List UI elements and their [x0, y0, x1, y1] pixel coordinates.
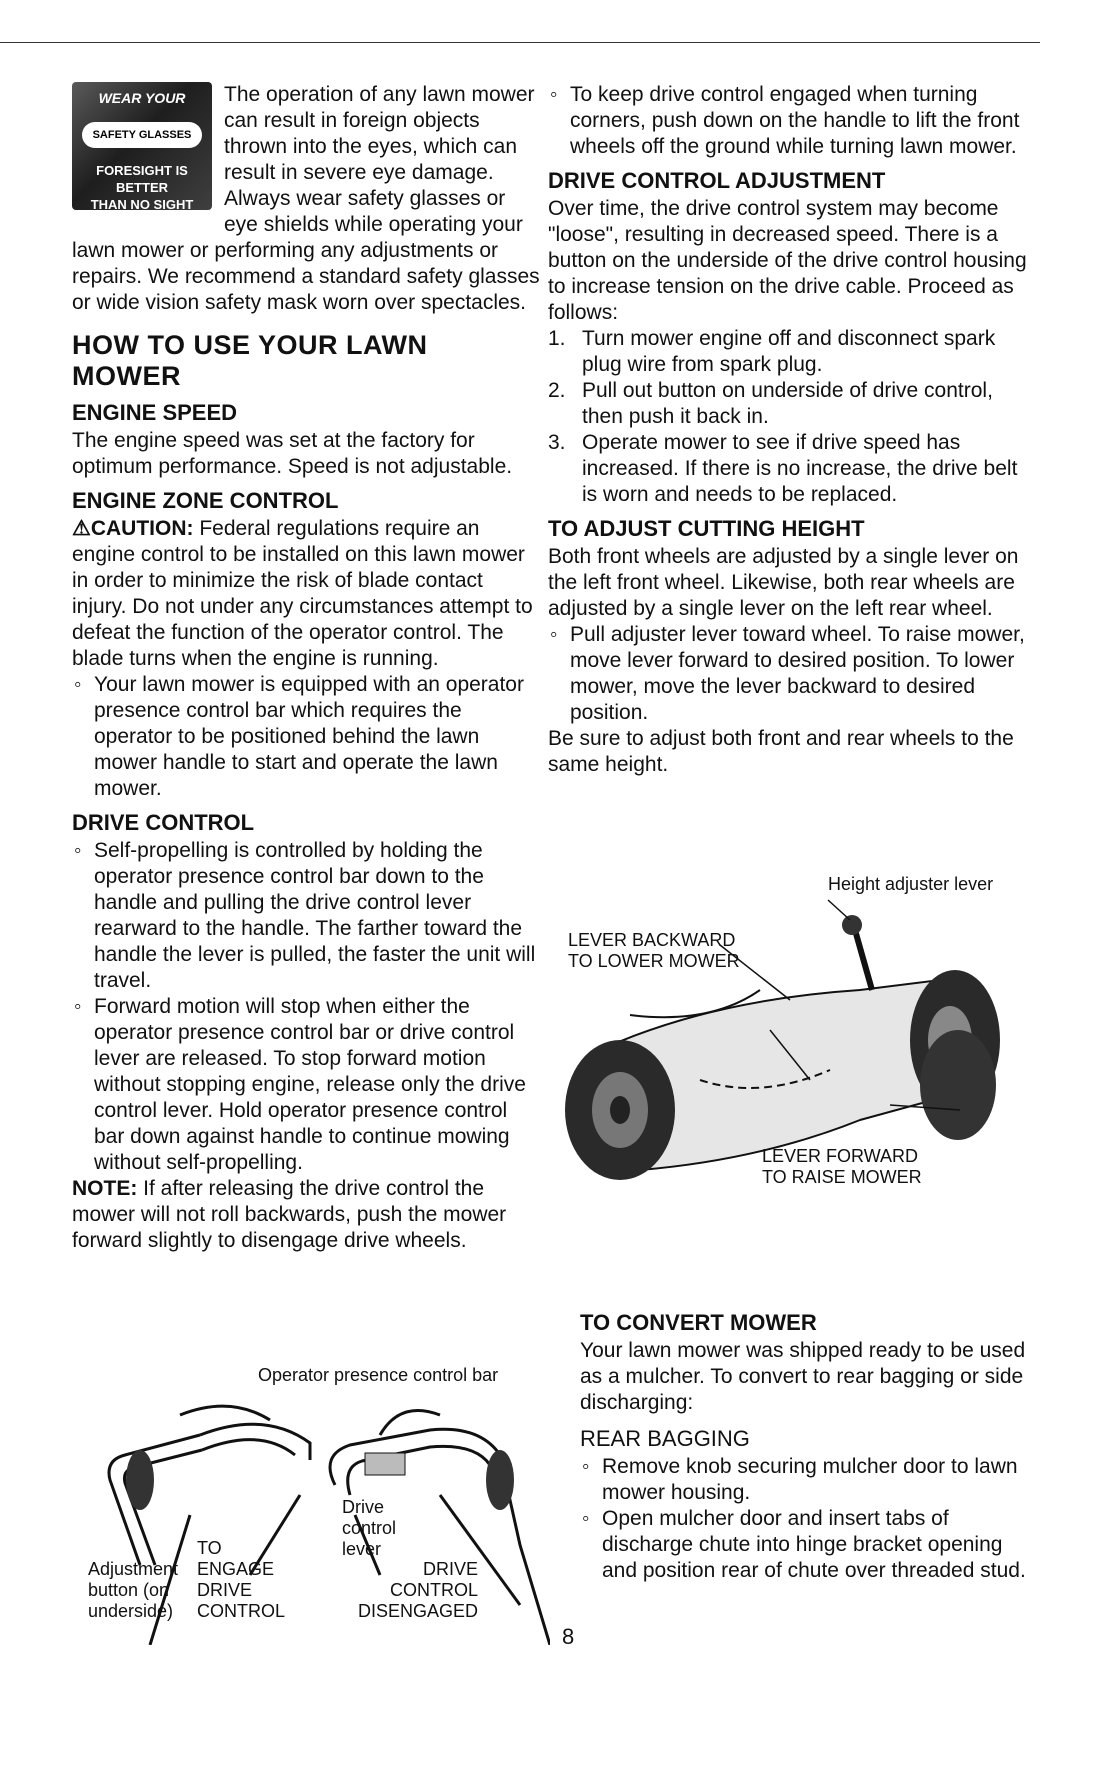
bullet-icon: ◦	[582, 1507, 590, 1530]
bullet-icon: ◦	[74, 673, 82, 696]
adjustment-line: underside)	[88, 1601, 174, 1621]
lever-forward-label	[762, 1146, 922, 1188]
engine-speed-text: The engine speed was set at the factory for optimum performance. Speed is not adjustable.	[72, 429, 513, 478]
step-text: Pull out button on underside of drive control, then push it back in.	[582, 379, 993, 428]
left-column	[72, 82, 542, 1254]
engine-speed-heading: ENGINE SPEED	[72, 400, 238, 425]
operator-bar-label: Operator presence control bar	[258, 1365, 499, 1385]
convert-text: Your lawn mower was shipped ready to be used as a mulcher. To convert to rear bagging or side discharging:	[580, 1339, 1026, 1414]
step-number: 2.	[548, 379, 566, 402]
right-column	[548, 82, 1033, 778]
cutting-bullet-text: Pull adjuster lever toward wheel. To raise mower, move lever forward to desired position. To lower mower, move the lever backward to desired position.	[570, 623, 1025, 724]
corner-bullet	[548, 82, 1033, 160]
badge-top-text: WEAR YOUR	[98, 90, 186, 106]
forward-line: LEVER FORWARD	[762, 1146, 919, 1166]
bullet-icon: ◦	[550, 623, 558, 646]
adjustment-line: button (on	[88, 1580, 170, 1600]
rear-bullet	[580, 1506, 1040, 1584]
cutting-height-heading: TO ADJUST CUTTING HEIGHT	[548, 516, 865, 541]
caution-paragraph	[72, 516, 542, 672]
disengaged-line: DISENGAGED	[357, 1601, 478, 1621]
cutting-after-text: Be sure to adjust both front and rear wheels to the same height.	[548, 727, 1014, 776]
bullet-icon: ◦	[582, 1455, 590, 1478]
drive-control-heading: DRIVE CONTROL	[72, 810, 255, 835]
caution-icon: ⚠	[72, 517, 91, 540]
badge-bottom-line-1: FORESIGHT IS BETTER	[96, 163, 188, 195]
rear-bullet-text: Remove knob securing mulcher door to lawn mower housing.	[602, 1455, 1018, 1504]
main-heading: HOW TO USE YOUR LAWN MOWER	[72, 330, 428, 391]
step-text: Operate mower to see if drive speed has increased. If there is no increase, the drive belt is worn and needs to be replaced.	[582, 431, 1018, 506]
convert-section	[580, 1310, 1040, 1584]
caution-label: CAUTION:	[90, 517, 194, 540]
to-engage-line: ENGAGE	[197, 1559, 275, 1579]
drive-bullet-text: Self-propelling is controlled by holding the operator presence control bar down to the handle and pulling the drive control lever rearward to the handle. The farther toward the handle the lever is pulled, the faster the unit will travel.	[94, 839, 536, 992]
drive-lever-line: lever	[342, 1539, 382, 1559]
rear-bagging-heading: REAR BAGGING	[580, 1426, 750, 1451]
step-item	[548, 378, 1033, 430]
step-item	[548, 430, 1033, 508]
step-text: Turn mower engine off and disconnect spark plug wire from spark plug.	[582, 327, 996, 376]
rear-bullet-text: Open mulcher door and insert tabs of discharge chute into hinge bracket opening and position rear of chute over threaded stud.	[602, 1507, 1026, 1582]
to-engage-line: CONTROL	[197, 1601, 286, 1621]
height-lever-label: Height adjuster lever	[828, 874, 994, 894]
page-number: 8	[562, 1624, 575, 1649]
height-adjust-figure	[560, 870, 1040, 1250]
backward-line: TO LOWER MOWER	[568, 951, 740, 971]
drive-adjustment-text: Over time, the drive control system may become "loose", resulting in decreased speed. There is a button on the underside of the drive control housing to increase tension on the drive cable. Proceed as follows:	[548, 197, 1027, 324]
drive-lever-line: control	[342, 1518, 397, 1538]
cutting-height-text: Both front wheels are adjusted by a single lever on the left front wheel. Likewise, both rear wheels are adjusted by a single lever on the left rear wheel.	[548, 545, 1019, 620]
drive-bullet	[72, 838, 542, 994]
step-number: 3.	[548, 431, 566, 454]
to-engage-line: TO	[197, 1538, 222, 1558]
zone-bullet	[72, 672, 542, 802]
bullet-icon: ◦	[74, 839, 82, 862]
adjustment-button-label	[88, 1559, 178, 1622]
adjustment-line: Adjustment	[88, 1559, 179, 1579]
forward-line: TO RAISE MOWER	[762, 1167, 922, 1187]
safety-glasses-badge	[72, 82, 212, 210]
caution-text: Federal regulations require an engine control to be installed on this lawn mower in order to minimize the risk of blade contact injury. Do not under any circumstances attempt to defeat the function of the operator control. The blade turns when the engine is running.	[72, 517, 533, 670]
safety-intro: The operation of any lawn mower can result in foreign objects thrown into the eyes, which can result in severe eye damage. Always wear safety glasses or eye shields while operating your lawn mower or performing any adjustments or repairs. We recommend a standard safety glasses or wide vision safety mask worn over spectacles.	[72, 83, 540, 314]
disengaged-line: CONTROL	[389, 1580, 478, 1600]
note-text: If after releasing the drive control the mower will not roll backwards, push the mower forward slightly to disengage drive wheels.	[72, 1177, 507, 1252]
bullet-icon: ◦	[550, 83, 558, 106]
step-number: 1.	[548, 327, 566, 350]
drive-lever-line: Drive	[342, 1497, 385, 1517]
drive-control-figure	[80, 1365, 550, 1645]
to-engage-line: DRIVE	[197, 1580, 253, 1600]
badge-bottom-line-2: THAN NO SIGHT	[90, 197, 194, 212]
badge-middle-text: SAFETY GLASSES	[82, 122, 202, 148]
cutting-bullet	[548, 622, 1033, 726]
corner-bullet-text: To keep drive control engaged when turning corners, push down on the handle to lift the front wheels off the ground while turning lawn mower.	[570, 83, 1020, 158]
disengaged-label	[348, 1559, 478, 1622]
drive-lever-label	[342, 1497, 396, 1560]
rear-bullet	[580, 1454, 1040, 1506]
drive-adjustment-heading: DRIVE CONTROL ADJUSTMENT	[548, 168, 886, 193]
top-rule	[0, 42, 1040, 43]
drive-bullet-text: Forward motion will stop when either the operator presence control bar or drive control lever are released. To stop forward motion without stopping engine, release only the drive control lever. Hold operator presence control bar down against handle to continue mowing without self-propelling.	[94, 995, 526, 1174]
to-engage-label	[197, 1538, 285, 1622]
note-paragraph	[72, 1176, 542, 1254]
step-item	[548, 326, 1033, 378]
drive-bullet	[72, 994, 542, 1176]
note-label: NOTE:	[72, 1177, 138, 1200]
zone-bullet-text: Your lawn mower is equipped with an operator presence control bar which requires the operator to be positioned behind the lawn mower handle to start and operate the lawn mower.	[94, 673, 524, 800]
mower-illustration	[560, 870, 1040, 1250]
convert-heading: TO CONVERT MOWER	[580, 1310, 817, 1335]
bullet-icon: ◦	[74, 995, 82, 1018]
badge-bottom-text	[72, 162, 212, 213]
disengaged-line: DRIVE	[422, 1559, 478, 1579]
engine-zone-heading: ENGINE ZONE CONTROL	[72, 488, 339, 513]
backward-line: LEVER BACKWARD	[568, 930, 736, 950]
